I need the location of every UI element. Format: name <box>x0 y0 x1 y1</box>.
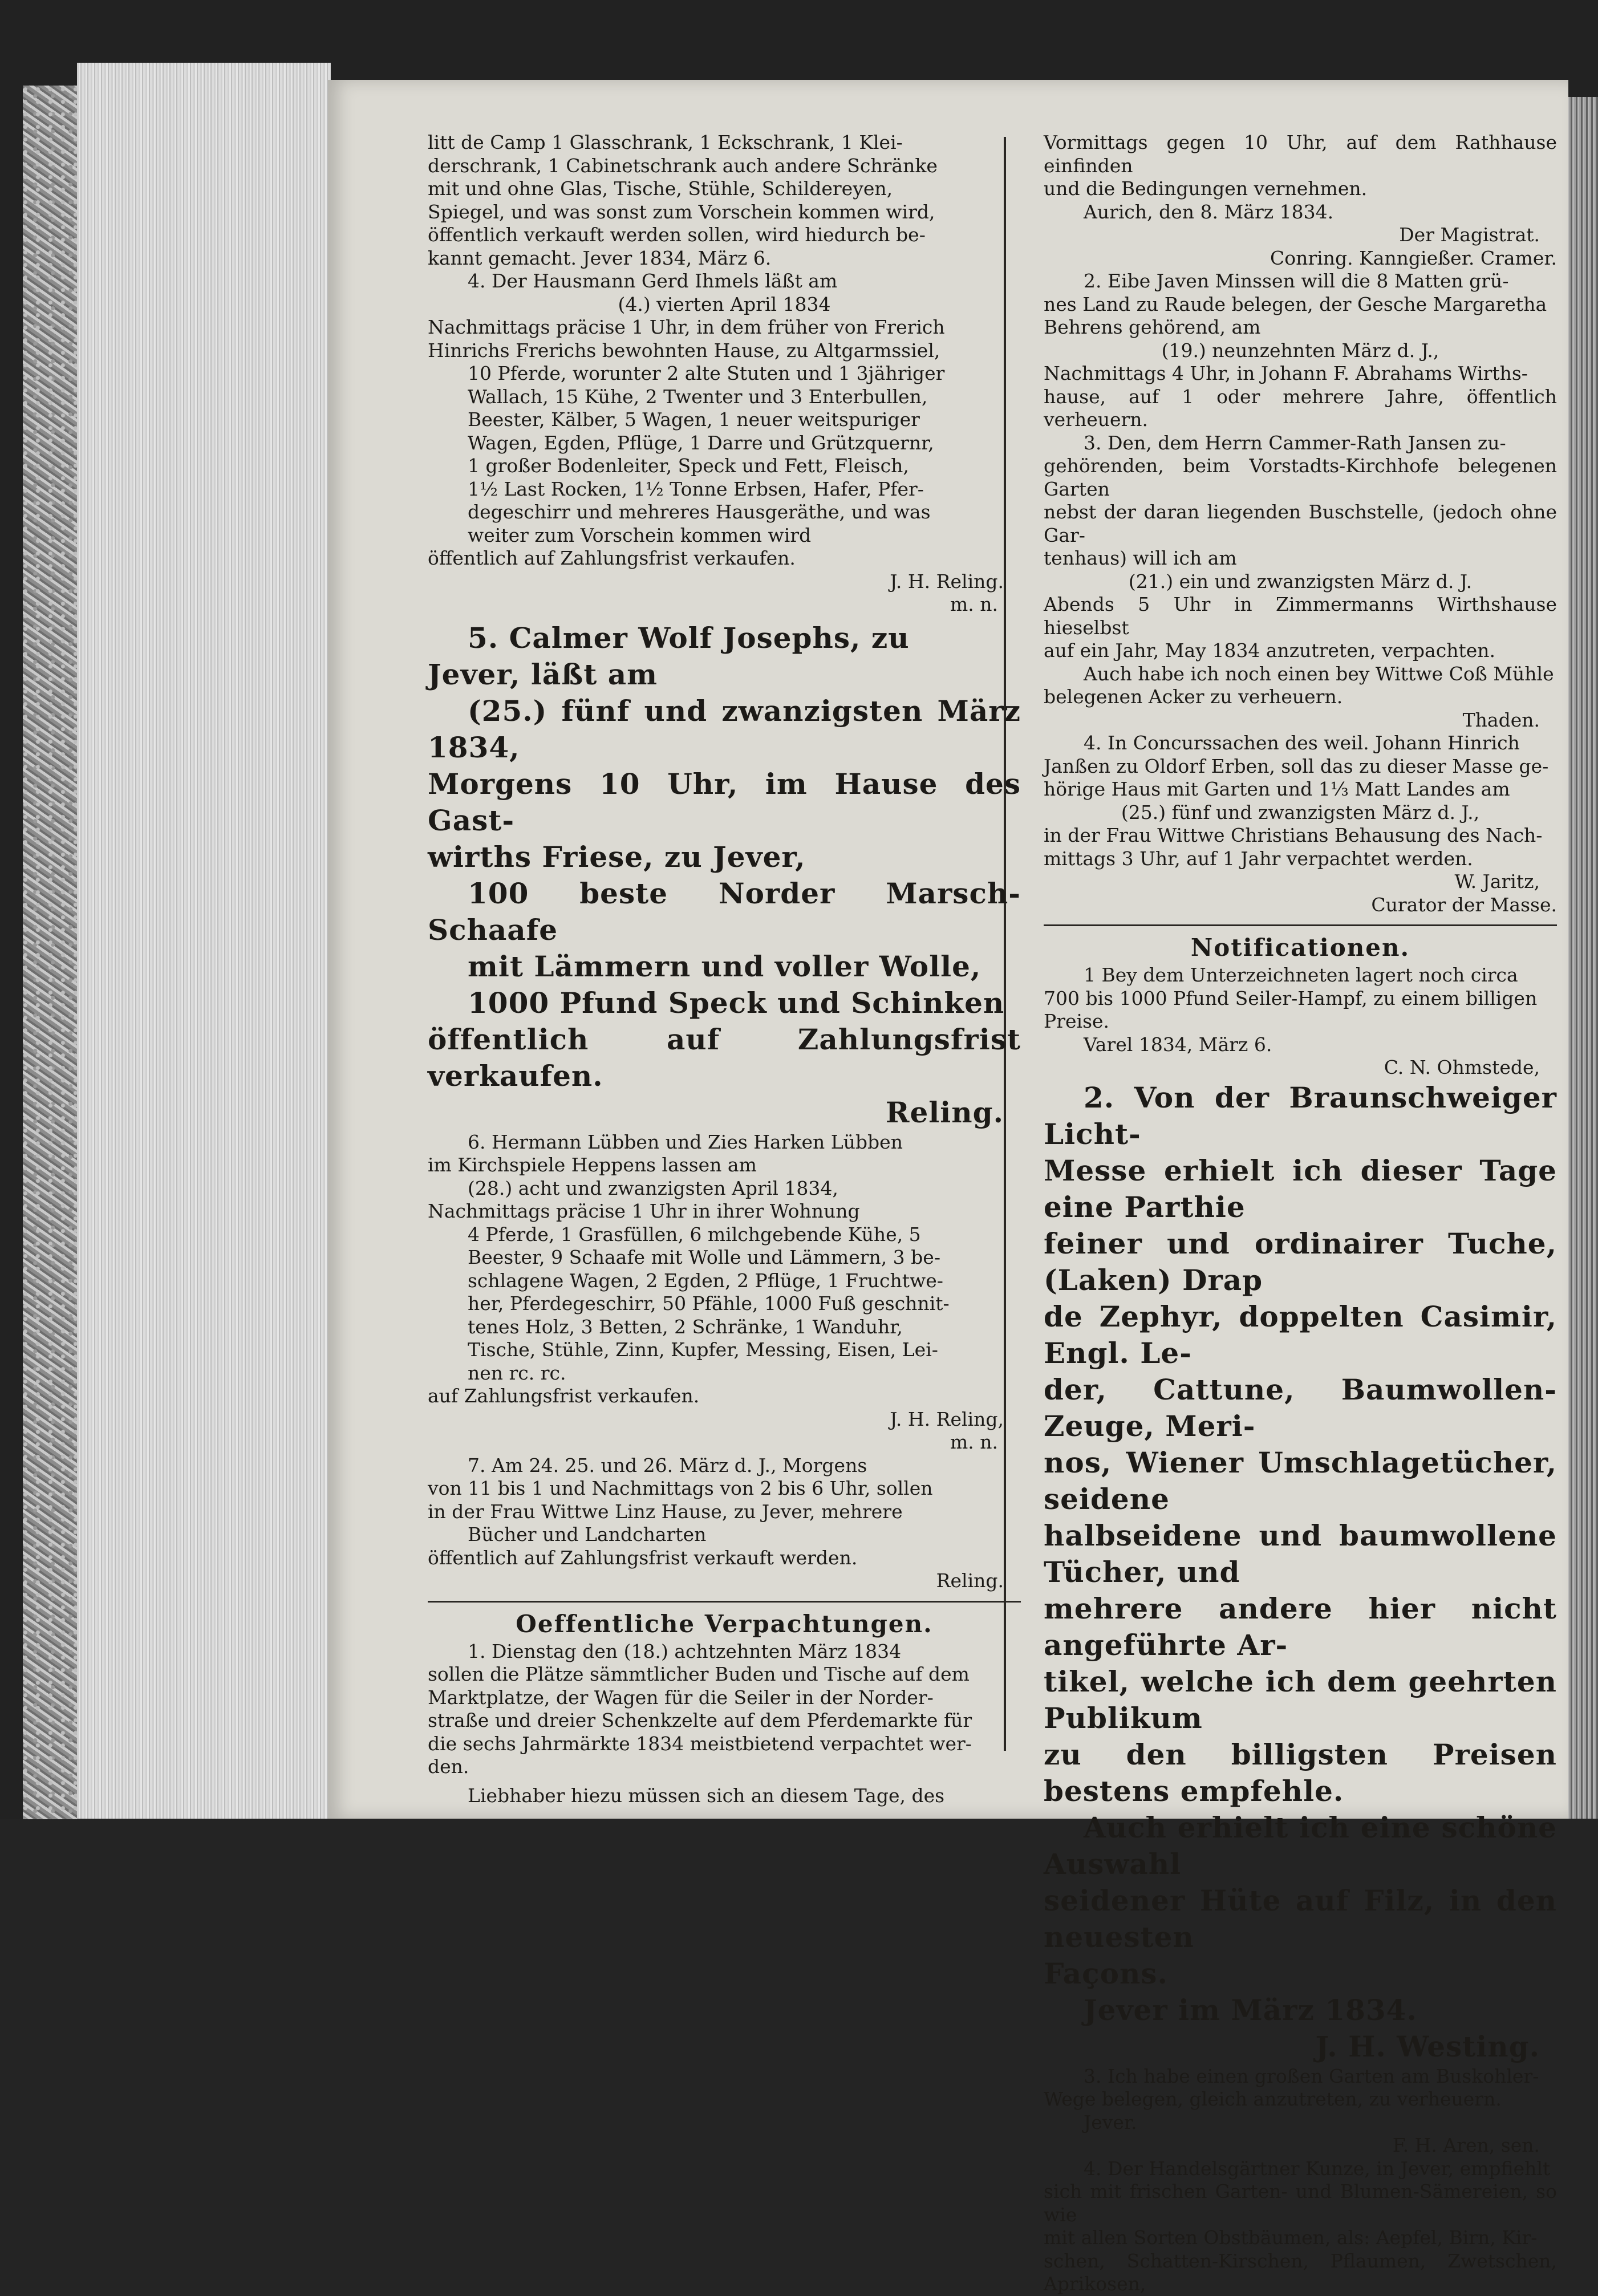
text-line: Beester, Kälber, 5 Wagen, 1 neuer weitspuriger <box>468 408 920 431</box>
text-line: Jever. <box>1084 2111 1137 2133</box>
text-line: hause, auf 1 oder mehrere Jahre, öffentlich verheuern. <box>1044 385 1557 431</box>
text-line: 2. Eibe Javen Minssen will die 8 Matten grü- <box>1084 270 1509 292</box>
text-line: Janßen zu Oldorf Erben, soll das zu dieser Masse ge- <box>1044 754 1549 777</box>
text-line: in der Frau Wittwe Linz Hause, zu Jever, mehrere <box>428 1500 903 1523</box>
section-heading: Oeffentliche Verpachtungen. <box>516 1609 933 1638</box>
date-line: (28.) acht und zwanzigsten April 1834, <box>468 1177 838 1199</box>
text-line: gehörenden, beim Vorstadts-Kirchhofe belegenen Garten <box>1044 455 1557 500</box>
text-line: Spiegel, und was sonst zum Vorschein kommen wird, <box>428 200 935 223</box>
book-spine <box>23 86 77 1819</box>
text-line: mit und ohne Glas, Tische, Stühle, Schildereyen, <box>428 177 893 200</box>
display-line: Jever im März 1834. <box>1084 1993 1417 2027</box>
text-line: mit allen Sorten Obstbäumen, als: Aepfel, Birn, Kir- <box>1044 2226 1538 2249</box>
text-line: Wallach, 15 Kühe, 2 Twenter und 3 Enterbullen, <box>468 385 928 408</box>
display-line: tikel, welche ich dem geehrten Publikum <box>1044 1664 1557 1735</box>
display-line: 5. Calmer Wolf Josephs, zu <box>468 620 910 655</box>
lease-4 <box>1044 732 1557 916</box>
display-line: 1000 Pfund Speck und Schinken <box>468 985 1005 1020</box>
signature: Reling. <box>885 1095 1004 1129</box>
date-line: (25.) fünf und zwanzigsten März d. J., <box>1121 801 1480 824</box>
text-line: 7. Am 24. 25. und 26. März d. J., Morgens <box>468 1454 867 1476</box>
signature: J. H. Reling, <box>890 1407 1004 1430</box>
display-line: halbseidene und baumwollene Tücher, und <box>1044 1518 1557 1589</box>
notification-2 <box>1044 1080 1557 2065</box>
text-line: degeschirr und mehreres Hausgeräthe, und was <box>468 501 931 523</box>
display-line: Jever, läßt am <box>428 657 658 691</box>
display-line: Messe erhielt ich dieser Tage eine Parthie <box>1044 1153 1557 1224</box>
text-line: 6. Hermann Lübben und Zies Harken Lübben <box>468 1130 903 1153</box>
text-line: Nachmittags präcise 1 Uhr, in dem früher von Frerich <box>428 316 945 338</box>
text-line: in der Frau Wittwe Christians Behausung des Nach- <box>1044 824 1543 846</box>
display-line: mit Lämmern und voller Wolle, <box>468 949 981 983</box>
intro-block <box>428 131 1021 270</box>
text-line: von 11 bis 1 und Nachmittags von 2 bis 6 Uhr, sollen <box>428 1477 933 1499</box>
text-line: 3. Ich habe einen großen Garten am Buskohler- <box>1084 2064 1539 2087</box>
text-line: Tische, Stühle, Zinn, Kupfer, Messing, Eisen, Lei- <box>468 1338 938 1361</box>
section-rule <box>1044 924 1557 926</box>
section-rule <box>428 1601 1021 1603</box>
display-line: Morgens 10 Uhr, im Hause des Gast- <box>428 766 1021 837</box>
text-line: und die Bedingungen vernehmen. <box>1044 177 1368 200</box>
text-line: Auch habe ich noch einen bey Wittwe Coß Mühle <box>1084 662 1554 685</box>
text-line: her, Pferdegeschirr, 50 Pfähle, 1000 Fuß geschnit- <box>468 1292 950 1315</box>
text-line: den. <box>428 1755 469 1778</box>
text-line: kannt gemacht. Jever 1834, März 6. <box>428 246 772 269</box>
signature: F. H. Aren, sen. <box>1392 2134 1540 2156</box>
notification-4 <box>1044 2157 1557 2296</box>
section-heading: Notificationen. <box>1190 934 1410 962</box>
text-line: Liebhaber hiezu müssen sich an diesem Tage, des <box>468 1784 945 1807</box>
text-line: Varel 1834, März 6. <box>1084 1033 1272 1056</box>
text-line: 4. Der Handelsgärtner Kunze, in Jever, empfiehlt <box>1084 2157 1551 2180</box>
text-line: Wagen, Egden, Pflüge, 1 Darre und Grützquernr, <box>468 431 934 454</box>
newspaper-page <box>328 80 1568 2295</box>
text-line: tenes Holz, 3 Betten, 2 Schränke, 1 Wanduhr, <box>468 1315 903 1338</box>
text-line: Beester, 9 Schaafe mit Wolle und Lämmern, 3 be- <box>468 1246 940 1268</box>
display-line: (25.) fünf und zwanzigsten März 1834, <box>428 693 1021 764</box>
text-line: schen, Schatten-Kirschen, Pflaumen, Zwetschen, Aprikosen, <box>1044 2249 1557 2295</box>
text-line: 4. Der Hausmann Gerd Ihmels läßt am <box>468 270 838 292</box>
text-line: Aurich, den 8. März 1834. <box>1084 200 1334 223</box>
text-line: 3. Den, dem Herrn Cammer-Rath Jansen zu- <box>1084 431 1506 454</box>
text-line: Behrens gehörend, am <box>1044 316 1261 338</box>
text-line: litt de Camp 1 Glasschrank, 1 Eckschrank, 1 Klei- <box>428 131 903 153</box>
text-line: 4. In Concurssachen des weil. Johann Hinrich <box>1084 732 1520 754</box>
display-line: öffentlich auf Zahlungsfrist verkaufen. <box>428 1022 1021 1093</box>
text-line: im Kirchspiele Heppens lassen am <box>428 1154 757 1176</box>
text-line: 700 bis 1000 Pfund Seiler-Hampf, zu einem billigen <box>1044 987 1538 1009</box>
lease-1 <box>428 1640 1021 1808</box>
text-line: 1 großer Bodenleiter, Speck und Fett, Fleisch, <box>468 455 909 477</box>
text-line: öffentlich auf Zahlungsfrist verkauft werden. <box>428 1546 858 1569</box>
text-line: mittags 3 Uhr, auf 1 Jahr verpachtet werden. <box>1044 847 1473 870</box>
signature: J. H. Westing. <box>1315 2029 1540 2063</box>
text-line: belegenen Acker zu verheuern. <box>1044 685 1343 708</box>
text-line: hörige Haus mit Garten und 1⅓ Matt Landes am <box>1044 778 1510 800</box>
text-line: Nachmittags 4 Uhr, in Johann F. Abrahams Wirths- <box>1044 362 1528 384</box>
text-line: 10 Pferde, worunter 2 alte Stuten und 1 3jähriger <box>468 362 945 384</box>
right-column <box>1044 131 1557 2296</box>
text-line: die sechs Jahrmärkte 1834 meistbietend verpachtet wer- <box>428 1732 972 1755</box>
text-line: weiter zum Vorschein kommen wird <box>468 524 812 546</box>
date-line: (19.) neunzehnten März d. J., <box>1161 339 1439 362</box>
text-line: auf Zahlungsfrist verkaufen. <box>428 1385 700 1407</box>
right-page-edges <box>1564 97 1598 1819</box>
display-line: nos, Wiener Umschlagetücher, seidene <box>1044 1445 1557 1516</box>
intro-block-right <box>1044 131 1557 270</box>
text-line: straße und dreier Schenkzelte auf dem Pferdemarkte für <box>428 1709 972 1731</box>
text-line: schlagene Wagen, 2 Egden, 2 Pflüge, 1 Fruchtwe- <box>468 1269 943 1292</box>
display-line: 100 beste Norder Marsch-Schaafe <box>428 876 1021 947</box>
display-line: feiner und ordinairer Tuche, (Laken) Drap <box>1044 1226 1557 1297</box>
text-line: Marktplatze, der Wagen für die Seiler in der Norder- <box>428 1686 934 1709</box>
notice-4 <box>428 270 1021 616</box>
text-line: öffentlich verkauft werden sollen, wird hiedurch be- <box>428 224 926 246</box>
text-line: nebst der daran liegenden Buschstelle, (jedoch ohne Gar- <box>1044 501 1557 546</box>
text-line: Wege belegen, gleich anzutreten, zu verheuern. <box>1044 2088 1502 2110</box>
text-line: 1. Dienstag den (18.) achtzehnten März 1834 <box>468 1640 902 1662</box>
display-line: Auch erhielt ich eine schöne Auswahl <box>1044 1810 1557 1881</box>
text-line: nes Land zu Raude belegen, der Gesche Margaretha <box>1044 293 1547 315</box>
display-line: zu den billigsten Preisen bestens empfehle. <box>1044 1737 1557 1808</box>
signature-names: Conring. Kanngießer. Cramer. <box>1270 246 1557 269</box>
text-line: derschrank, 1 Cabinetschrank auch andere Schränke <box>428 154 938 177</box>
signature-title: Curator der Masse. <box>1371 893 1557 916</box>
display-line: de Zephyr, doppelten Casimir, Engl. Le- <box>1044 1299 1557 1370</box>
signature: Thaden. <box>1462 708 1540 731</box>
lease-2 <box>1044 270 1557 432</box>
signature: Reling. <box>936 1569 1004 1592</box>
page-edges <box>77 63 331 1819</box>
signature-abbrev: m. n. <box>950 593 998 615</box>
date-line: (4.) vierten April 1834 <box>618 293 831 315</box>
display-line: Façons. <box>1044 1956 1168 1990</box>
notice-5 <box>428 620 1021 1131</box>
signature: Der Magistrat. <box>1399 224 1540 246</box>
text-line: auf ein Jahr, May 1834 anzutreten, verpachten. <box>1044 639 1495 662</box>
signature: C. N. Ohmstede, <box>1384 1056 1540 1078</box>
text-line: Hinrichs Frerichs bewohnten Hause, zu Altgarmssiel, <box>428 339 940 362</box>
signature: W. Jaritz, <box>1454 870 1540 893</box>
lease-3 <box>1044 432 1557 732</box>
notification-3 <box>1044 2065 1557 2157</box>
text-line: Bücher und Landcharten <box>468 1523 707 1545</box>
text-line: Preise. <box>1044 1010 1110 1032</box>
text-line: öffentlich auf Zahlungsfrist verkaufen. <box>428 547 796 569</box>
text-line: nen rc. rc. <box>468 1361 566 1384</box>
notification-1 <box>1044 964 1557 1080</box>
signature-abbrev: m. n. <box>950 1431 998 1453</box>
text-line: tenhaus) will ich am <box>1044 547 1237 569</box>
text-line: Nachmittags präcise 1 Uhr in ihrer Wohnung <box>428 1200 860 1222</box>
text-line: Abends 5 Uhr in Zimmermanns Wirthshause hieselbst <box>1044 593 1557 639</box>
signature: J. H. Reling. <box>890 570 1004 593</box>
text-line: 1 Bey dem Unterzeichneten lagert noch circa <box>1084 964 1518 986</box>
display-line: der, Cattune, Baumwollen-Zeuge, Meri- <box>1044 1372 1557 1443</box>
text-line: 4 Pferde, 1 Grasfüllen, 6 milchgebende Kühe, 5 <box>468 1223 921 1246</box>
display-line: 2. Von der Braunschweiger Licht- <box>1044 1080 1557 1151</box>
left-column <box>428 131 1021 1807</box>
date-line: (21.) ein und zwanzigsten März d. J. <box>1128 570 1473 593</box>
text-line: 1½ Last Rocken, 1½ Tonne Erbsen, Hafer, Pfer- <box>468 477 924 500</box>
text-line: sollen die Plätze sämmtlicher Buden und Tische auf dem <box>428 1663 970 1685</box>
display-line: wirths Friese, zu Jever, <box>428 839 806 874</box>
text-line: sich mit frischen Garten- und Blumen-Sämereien, so wie <box>1044 2180 1557 2226</box>
notice-7 <box>428 1454 1021 1593</box>
text-line: Vormittags gegen 10 Uhr, auf dem Rathhause einfinden <box>1044 131 1557 177</box>
display-line: seidener Hüte auf Filz, in den neuesten <box>1044 1883 1557 1954</box>
notice-6 <box>428 1131 1021 1454</box>
display-line: mehrere andere hier nicht angeführte Ar- <box>1044 1591 1557 1662</box>
